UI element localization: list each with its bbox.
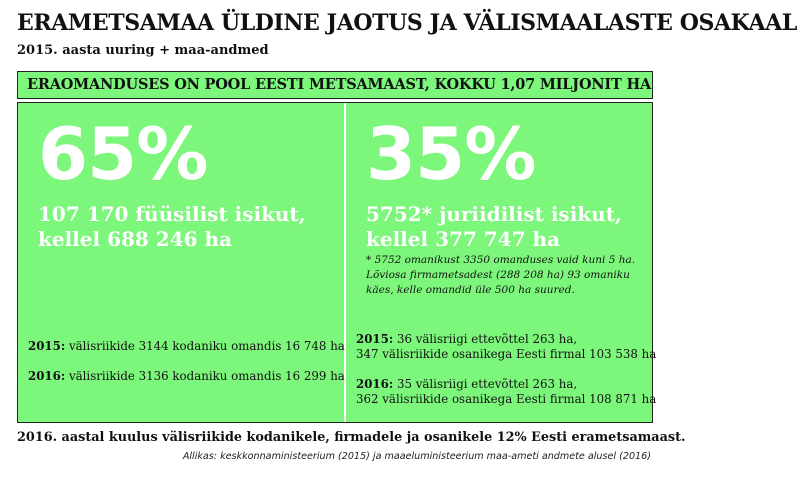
private-persons-count: 107 170 füüsilist isikut, [38,202,306,226]
source-credit: Allikas: keskkonnaministeerium (2015) ja maaeluministeerium maa-ameti andmete alusel (2016) [182,451,651,462]
foreign-text: välisriikide 3136 kodaniku omandis 16 299 ha [68,369,345,383]
year-label: 2016: [356,377,394,391]
year-label: 2016: [28,369,66,383]
summary-banner: ERAOMANDUSES ON POOL EESTI METSAMAAST, KOKKU 1,07 MILJONIT HA [17,71,653,99]
private-persons-area: kellel 688 246 ha [38,227,232,251]
foreign-text: 36 välisriigi ettevõttel 263 ha, [396,332,578,346]
private-foreign-2015 [28,339,345,354]
legal-entities-summary [366,202,622,252]
legal-entities-area: kellel 377 747 ha [366,227,560,251]
legal-foreign-2016 [356,377,656,407]
private-persons-percent: 65% [38,112,208,196]
foreign-text: 35 välisriigi ettevõttel 263 ha, [396,377,578,391]
foreign-text-2: 347 välisriikide osanikega Eesti firmal 103 538 ha [356,347,657,361]
foreign-text-2: 362 välisriikide osanikega Eesti firmal 108 871 ha [356,392,657,406]
page-subtitle: 2015. aasta uuring + maa-andmed [17,43,269,58]
page-title: ERAMETSAMAA ÜLDINE JAOTUS JA VÄLISMAALASTE OSAKAAL [17,10,797,36]
legal-foreign-2015 [356,332,656,362]
legal-entities-footnote: * 5752 omanikust 3350 omanduses vaid kuni 5 ha. Lõviosa firmametsadest (288 208 ha) 93 omaniku käes, kelle omandid üle 500 ha suured. [366,254,636,296]
ownership-panel [17,102,657,423]
year-label: 2015: [28,339,66,353]
private-persons-summary [38,202,306,252]
legal-entities-percent: 35% [366,112,536,196]
private-foreign-2016 [28,369,345,384]
foreign-text: välisriikide 3144 kodaniku omandis 16 748 ha [68,339,345,353]
year-label: 2015: [356,332,394,346]
legal-entities-count: 5752* juriidilist isikut, [366,202,622,226]
conclusion-text: 2016. aastal kuulus välisriikide kodanikele, firmadele ja osanikele 12% Eesti erametsamaast. [17,430,686,445]
